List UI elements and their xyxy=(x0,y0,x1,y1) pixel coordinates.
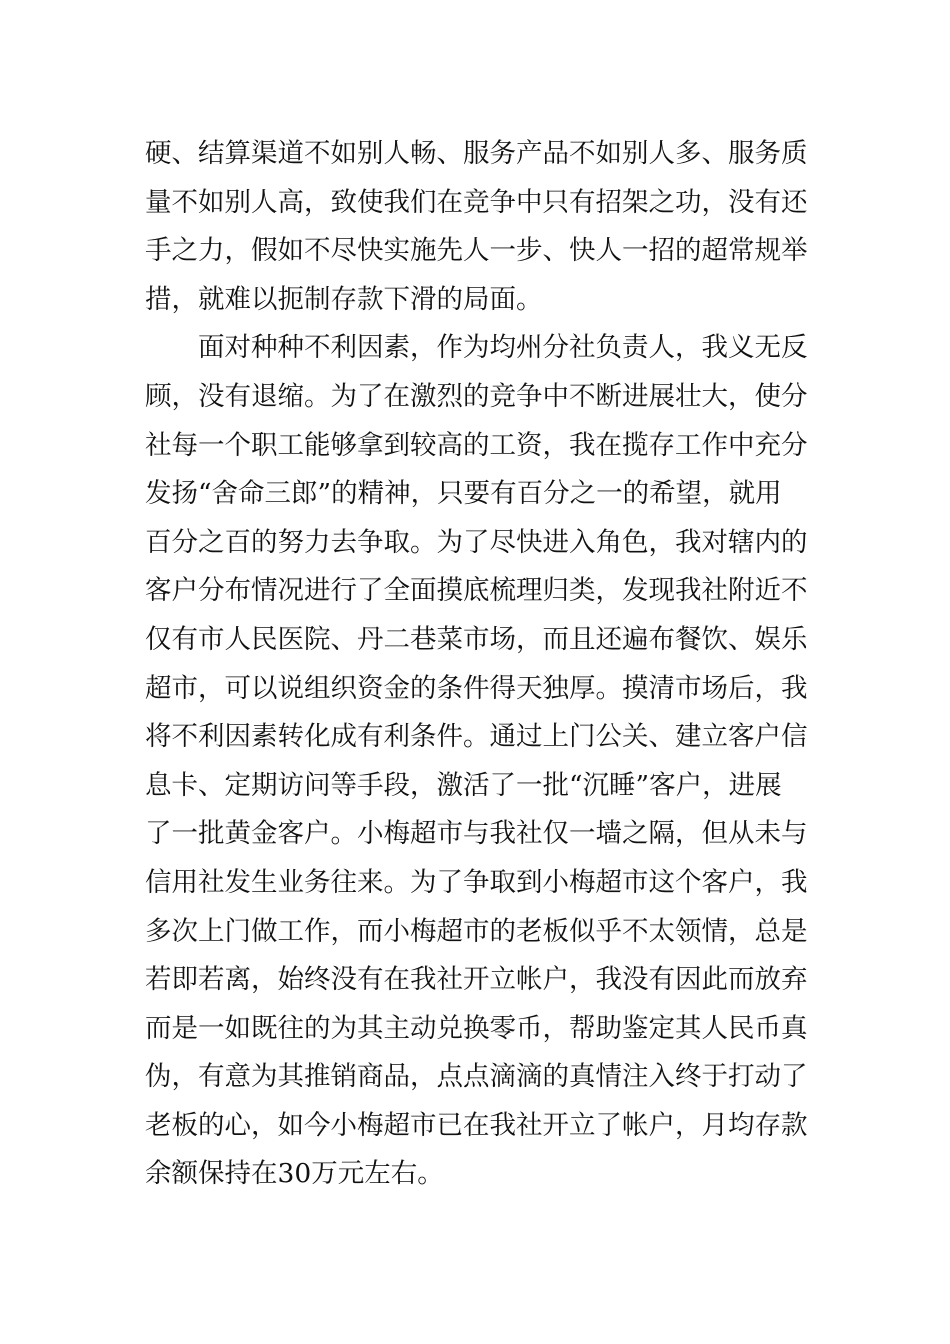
text-line: 伪，有意为其推销商品，点点滴滴的真情注入终于打动了 xyxy=(145,1061,808,1093)
text-line: 了一批黄金客户。小梅超市与我社仅一墙之隔，但从未与 xyxy=(145,818,808,850)
text-line: 客户分布情况进行了全面摸底梳理归类，发现我社附近不 xyxy=(145,575,808,607)
text-line: 仅有市人民医院、丹二巷菜市场，而且还遍布餐饮、娱乐 xyxy=(145,623,808,655)
text-line: 硬、结算渠道不如别人畅、服务产品不如别人多、服务质 xyxy=(145,138,808,169)
text-line: 信用社发生业务往来。为了争取到小梅超市这个客户，我 xyxy=(145,866,808,898)
text-line: 多次上门做工作，而小梅超市的老板似乎不太领情，总是 xyxy=(145,915,808,947)
text-line: 而是一如既往的为其主动兑换零币，帮助鉴定其人民币真 xyxy=(145,1012,808,1044)
text-line: 量不如别人高，致使我们在竞争中只有招架之功，没有还 xyxy=(145,186,808,218)
text-line: 若即若离，始终没有在我社开立帐户，我没有因此而放弃 xyxy=(145,964,808,996)
text-line: 老板的心，如今小梅超市已在我社开立了帐户，月均存款 xyxy=(145,1109,808,1141)
text-line: 社每一个职工能够拿到较高的工资，我在揽存工作中充分 xyxy=(145,429,808,461)
paragraph-start-line: 面对种种不利因素，作为均州分社负责人，我义无反 xyxy=(198,332,808,364)
text-line: 超市，可以说组织资金的条件得天独厚。摸清市场后，我 xyxy=(145,672,808,704)
text-line: 顾，没有退缩。为了在激烈的竞争中不断进展壮大，使分 xyxy=(145,380,808,412)
text-line: 手之力，假如不尽快实施先人一步、快人一招的超常规举 xyxy=(145,235,808,267)
text-line: 发扬“舍命三郎”的精神，只要有百分之一的希望，就用 xyxy=(145,478,782,510)
text-line: 措，就难以扼制存款下滑的局面。 xyxy=(145,283,543,315)
text-line: 余额保持在30万元左右。 xyxy=(145,1158,444,1190)
text-line: 将不利因素转化成有利条件。通过上门公关、建立客户信 xyxy=(145,721,808,753)
body-text xyxy=(145,130,815,1199)
text-line: 息卡、定期访问等手段，激活了一批“沉睡”客户，进展 xyxy=(145,769,782,801)
text-line: 百分之百的努力去争取。为了尽快进入角色，我对辖内的 xyxy=(145,526,808,558)
